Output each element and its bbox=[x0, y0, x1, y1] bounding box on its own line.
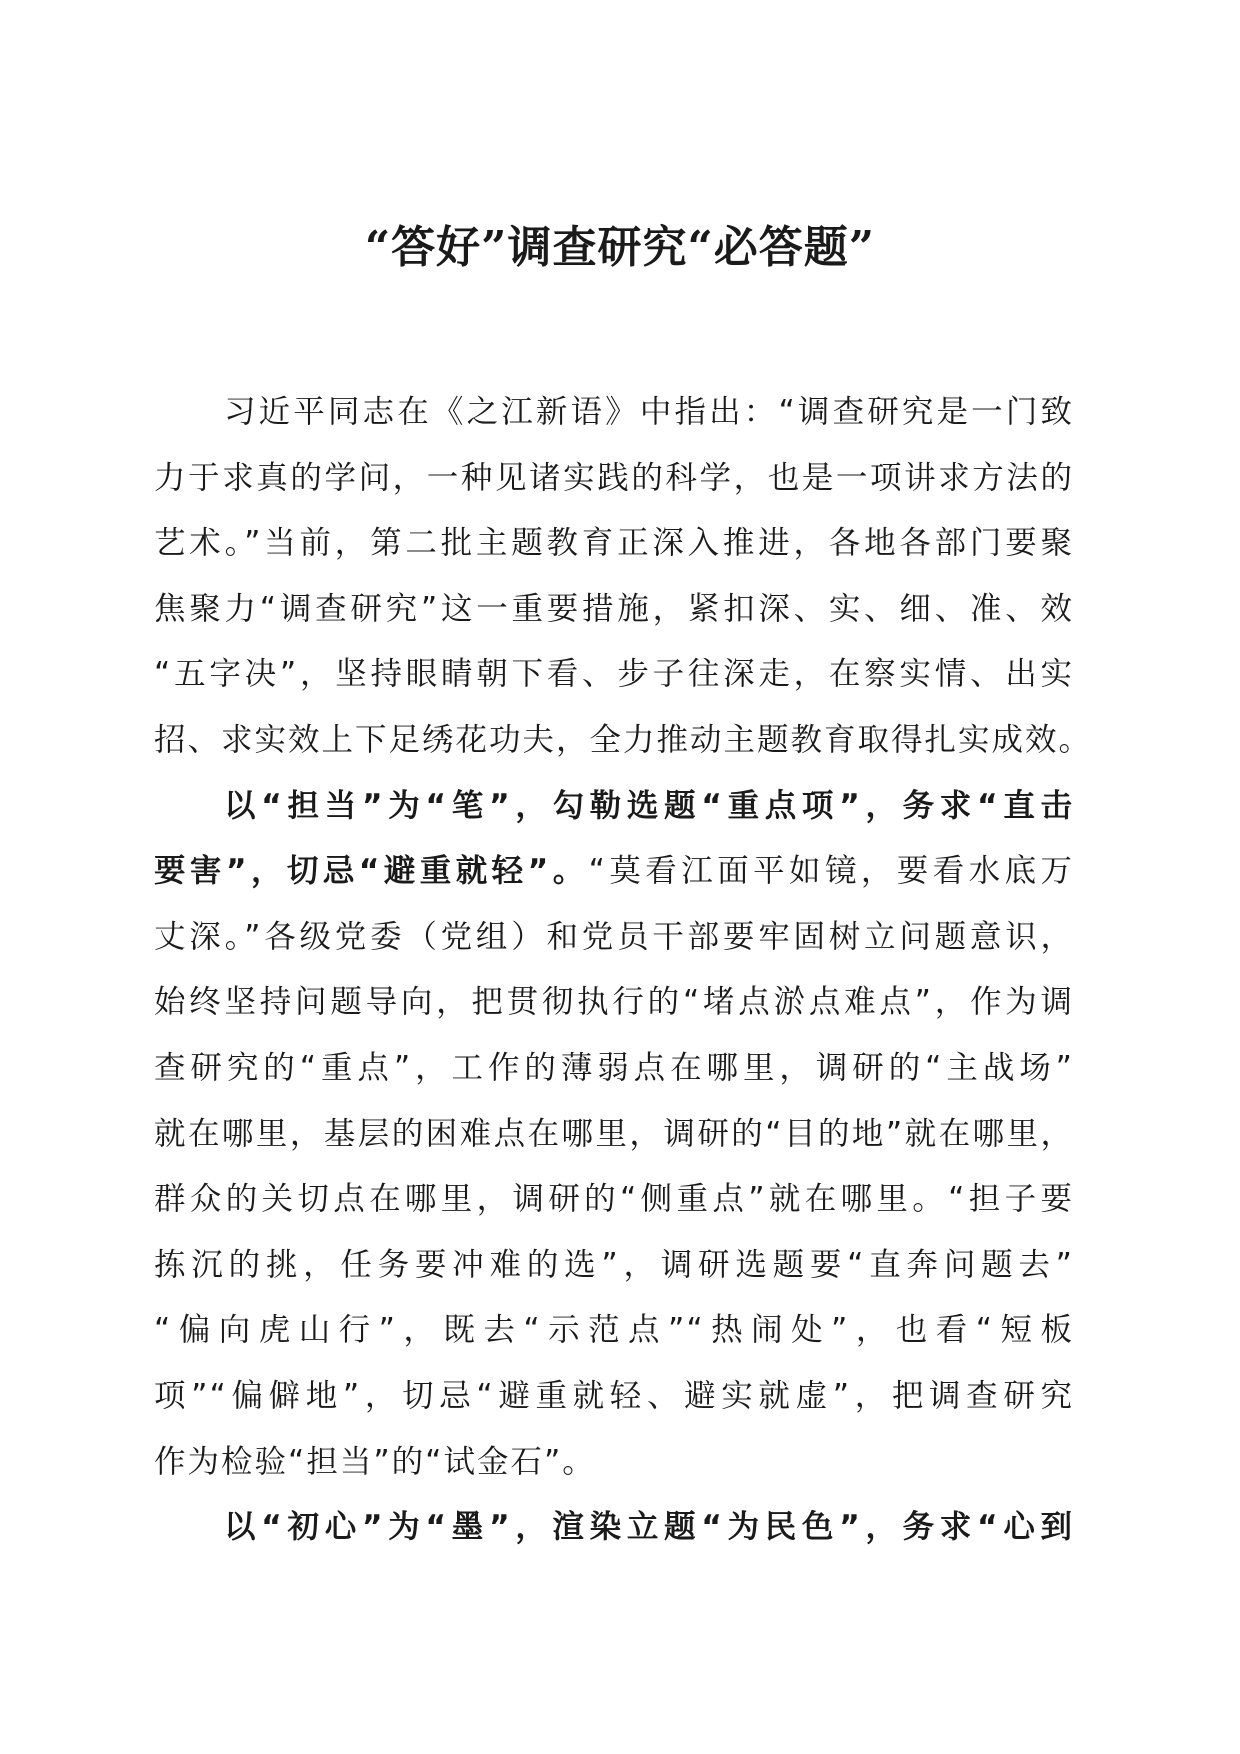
paragraph-1-line-1: 习近平同志在《之江新语》中指出：“调查研究是一门致 bbox=[224, 394, 1074, 430]
paragraph-2-line-5: 查研究的“重点”，工作的薄弱点在哪里，调研的“主战场” bbox=[154, 1049, 1074, 1086]
paragraph-1-line-2: 力于求真的学问，一种见诸实践的科学，也是一项讲求方法的 bbox=[154, 459, 1074, 496]
paragraph-2-line-9: “偏向虎山行”，既去“示范点”“热闹处”，也看“短板 bbox=[154, 1312, 1074, 1349]
paragraph-2-line-10: 项”“偏僻地”，切忌“避重就轻、避实就虚”，把调查研究 bbox=[154, 1377, 1074, 1414]
paragraph-2-line-3: 丈深。”各级党委（党组）和党员干部要牢固树立问题意识， bbox=[154, 918, 1074, 955]
paragraph-1-line-3: 艺术。”当前，第二批主题教育正深入推进，各地各部门要聚 bbox=[154, 525, 1074, 562]
paragraph-1-line-6: 招、求实效上下足绣花功夫，全力推动主题教育取得扎实成效。 bbox=[154, 721, 1093, 758]
paragraph-2-line-11: 作为检验“担当”的“试金石”。 bbox=[154, 1443, 596, 1480]
paragraph-2-line-6: 就在哪里，基层的困难点在哪里，调研的“目的地”就在哪里， bbox=[154, 1115, 1074, 1152]
document-title: “答好”调查研究“必答题” bbox=[364, 222, 876, 273]
paragraph-2-line-8: 拣沉的挑，任务要冲难的选”，调研选题要“直奔问题去” bbox=[154, 1246, 1074, 1283]
document-body bbox=[154, 380, 1093, 1561]
paragraph-2-line-4: 始终坚持问题导向，把贯彻执行的“堵点淤点难点”，作为调 bbox=[154, 984, 1074, 1021]
paragraph-3-heading-line-1: 以“初心”为“墨”，渲染立题“为民色”，务求“心到 bbox=[224, 1509, 1074, 1546]
paragraph-1-line-5: “五字决”，坚持眼睛朝下看、步子往深走，在察实情、出实 bbox=[154, 656, 1074, 693]
paragraph-2-heading-line-1: 以“担当”为“笔”，勾勒选题“重点项”，务求“直击 bbox=[224, 787, 1074, 824]
paragraph-2-line-7: 群众的关切点在哪里，调研的“侧重点”就在哪里。“担子要 bbox=[154, 1181, 1074, 1218]
paragraph-2-line-2 bbox=[154, 839, 1074, 905]
paragraph-2-heading-line-2: 要害”，切忌“避重就轻”。 bbox=[154, 853, 589, 890]
paragraph-2-line-2-rest: “莫看江面平如镜，要看水底万 bbox=[588, 853, 1074, 890]
paragraph-1-line-4: 焦聚力“调查研究”这一重要措施，紧扣深、实、细、准、效 bbox=[154, 590, 1074, 627]
